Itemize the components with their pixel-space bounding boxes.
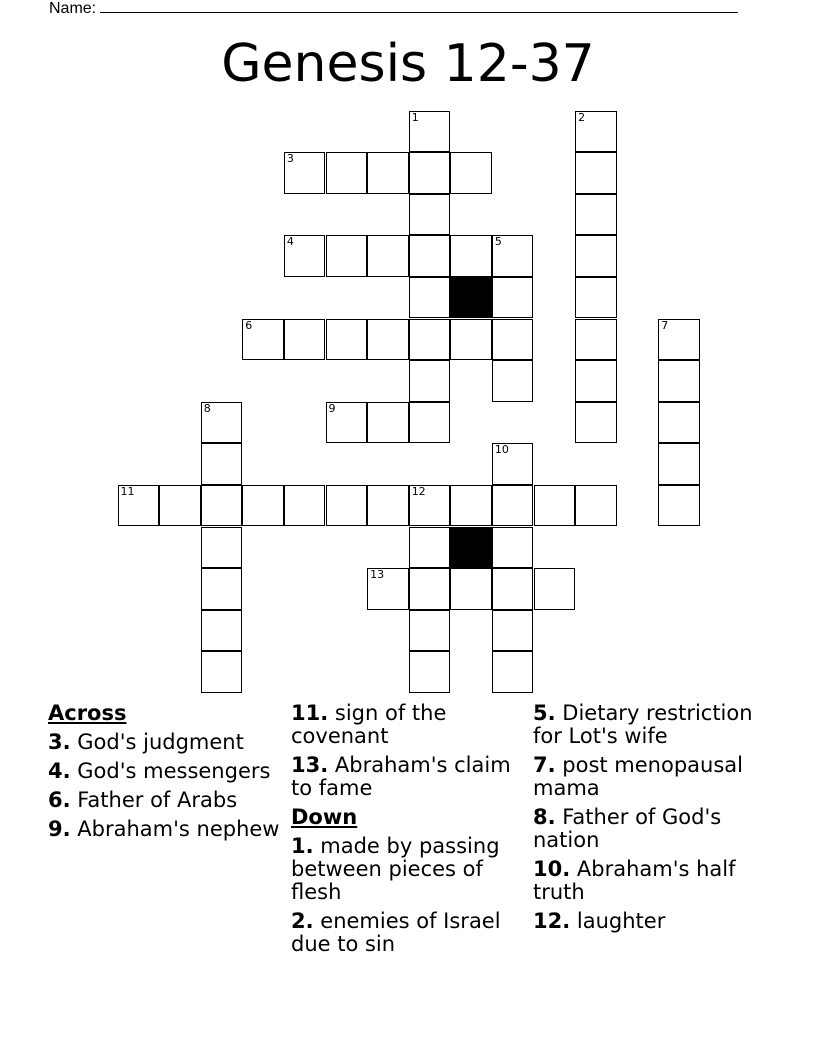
- clue-across-9: 9. Abraham's nephew: [48, 817, 280, 841]
- grid-cell[interactable]: [284, 235, 326, 277]
- clue-across-4: 4. God's messengers: [48, 759, 271, 783]
- grid-cell[interactable]: [242, 485, 284, 527]
- grid-cell[interactable]: [201, 568, 243, 610]
- grid-cell[interactable]: [284, 152, 326, 194]
- grid-cell[interactable]: [658, 319, 700, 361]
- across-heading: Across: [48, 701, 127, 725]
- clue-down-1: 1. made by passing between pieces of flesh: [291, 834, 500, 904]
- grid-cell[interactable]: [492, 527, 534, 569]
- grid-cell[interactable]: [450, 568, 492, 610]
- clue-across-3: 3. God's judgment: [48, 730, 244, 754]
- clue-number: 3: [286, 152, 294, 166]
- down-heading: Down: [291, 805, 358, 829]
- clue-across-13: 13. Abraham's claim to fame: [291, 753, 511, 800]
- grid-cell[interactable]: [367, 568, 409, 610]
- grid-cell[interactable]: [409, 111, 451, 153]
- clue-number: 12: [411, 484, 426, 498]
- grid-cell[interactable]: [367, 485, 409, 527]
- clue-number: 7: [661, 318, 669, 332]
- grid-cell[interactable]: [450, 235, 492, 277]
- clue-number: 1: [411, 110, 419, 124]
- name-label: Name:: [49, 0, 97, 17]
- grid-cell[interactable]: [575, 194, 617, 236]
- grid-cell[interactable]: [492, 651, 534, 693]
- grid-cell[interactable]: [450, 485, 492, 527]
- clue-down-8: 8. Father of God's nation: [533, 805, 722, 852]
- clue-number: 9: [328, 401, 336, 415]
- grid-cell[interactable]: [658, 402, 700, 444]
- grid-cell[interactable]: [201, 527, 243, 569]
- clue-across-6: 6. Father of Arabs: [48, 788, 238, 812]
- clue-column-3: [533, 702, 768, 939]
- grid-cell[interactable]: [367, 402, 409, 444]
- clue-down-2: 2. enemies of Israel due to sin: [291, 909, 501, 956]
- grid-cell[interactable]: [492, 443, 534, 485]
- grid-cell[interactable]: [575, 152, 617, 194]
- clue-number: 11: [120, 484, 135, 498]
- grid-cell[interactable]: [326, 235, 368, 277]
- grid-cell[interactable]: [492, 277, 534, 319]
- clue-number: 8: [203, 401, 211, 415]
- grid-cell[interactable]: [409, 568, 451, 610]
- grid-cell[interactable]: [534, 568, 576, 610]
- grid-cell[interactable]: [201, 443, 243, 485]
- grid-cell[interactable]: [367, 152, 409, 194]
- grid-cell[interactable]: [575, 402, 617, 444]
- grid-cell[interactable]: [492, 485, 534, 527]
- clue-down-10: 10. Abraham's half truth: [533, 857, 736, 904]
- clue-number: 10: [494, 443, 509, 457]
- grid-cell[interactable]: [326, 485, 368, 527]
- grid-cell[interactable]: [409, 319, 451, 361]
- clue-down-5: 5. Dietary restriction for Lot's wife: [533, 701, 753, 748]
- grid-cell[interactable]: [409, 610, 451, 652]
- grid-cell[interactable]: [367, 319, 409, 361]
- grid-cell[interactable]: [492, 360, 534, 402]
- grid-cell[interactable]: [201, 651, 243, 693]
- grid-cell[interactable]: [326, 152, 368, 194]
- clue-down-12: 12. laughter: [533, 909, 666, 933]
- grid-cell[interactable]: [159, 485, 201, 527]
- grid-cell[interactable]: [409, 360, 451, 402]
- grid-cell[interactable]: [658, 360, 700, 402]
- grid-cell[interactable]: [492, 568, 534, 610]
- grid-cell[interactable]: [242, 319, 284, 361]
- grid-cell[interactable]: [492, 610, 534, 652]
- clue-number: 13: [370, 568, 385, 582]
- grid-cell[interactable]: [118, 485, 160, 527]
- grid-cell[interactable]: [409, 152, 451, 194]
- grid-cell[interactable]: [575, 235, 617, 277]
- grid-cell[interactable]: [658, 485, 700, 527]
- grid-cell[interactable]: [409, 277, 451, 319]
- grid-cell[interactable]: [201, 485, 243, 527]
- grid-cell[interactable]: [201, 402, 243, 444]
- grid-cell[interactable]: [409, 485, 451, 527]
- clue-column-2: [291, 702, 526, 962]
- grid-cell[interactable]: [575, 277, 617, 319]
- clue-number: 4: [286, 235, 294, 249]
- grid-cell[interactable]: [284, 485, 326, 527]
- clue-number: 5: [494, 235, 502, 249]
- grid-cell[interactable]: [367, 235, 409, 277]
- grid-cell[interactable]: [409, 651, 451, 693]
- black-square: [450, 527, 492, 569]
- grid-cell[interactable]: [409, 194, 451, 236]
- grid-cell[interactable]: [575, 360, 617, 402]
- clue-across-11: 11. sign of the covenant: [291, 701, 447, 748]
- clue-down-7: 7. post menopausal mama: [533, 753, 743, 800]
- grid-cell[interactable]: [492, 319, 534, 361]
- black-square: [450, 277, 492, 319]
- grid-cell[interactable]: [409, 235, 451, 277]
- grid-cell[interactable]: [658, 443, 700, 485]
- grid-cell[interactable]: [575, 319, 617, 361]
- grid-cell[interactable]: [534, 485, 576, 527]
- clue-number: 6: [245, 318, 253, 332]
- page-title: Genesis 12-37: [221, 34, 595, 94]
- grid-cell[interactable]: [450, 152, 492, 194]
- grid-cell[interactable]: [450, 319, 492, 361]
- clue-number: 2: [578, 110, 586, 124]
- grid-cell[interactable]: [326, 319, 368, 361]
- grid-cell[interactable]: [492, 235, 534, 277]
- name-field[interactable]: [49, 0, 738, 18]
- grid-cell[interactable]: [284, 319, 326, 361]
- grid-cell[interactable]: [326, 402, 368, 444]
- grid-cell[interactable]: [201, 610, 243, 652]
- clue-column-1: [48, 702, 283, 847]
- grid-cell[interactable]: [409, 402, 451, 444]
- grid-cell[interactable]: [409, 527, 451, 569]
- grid-cell[interactable]: [575, 111, 617, 153]
- name-underline[interactable]: [100, 0, 738, 13]
- grid-cell[interactable]: [575, 485, 617, 527]
